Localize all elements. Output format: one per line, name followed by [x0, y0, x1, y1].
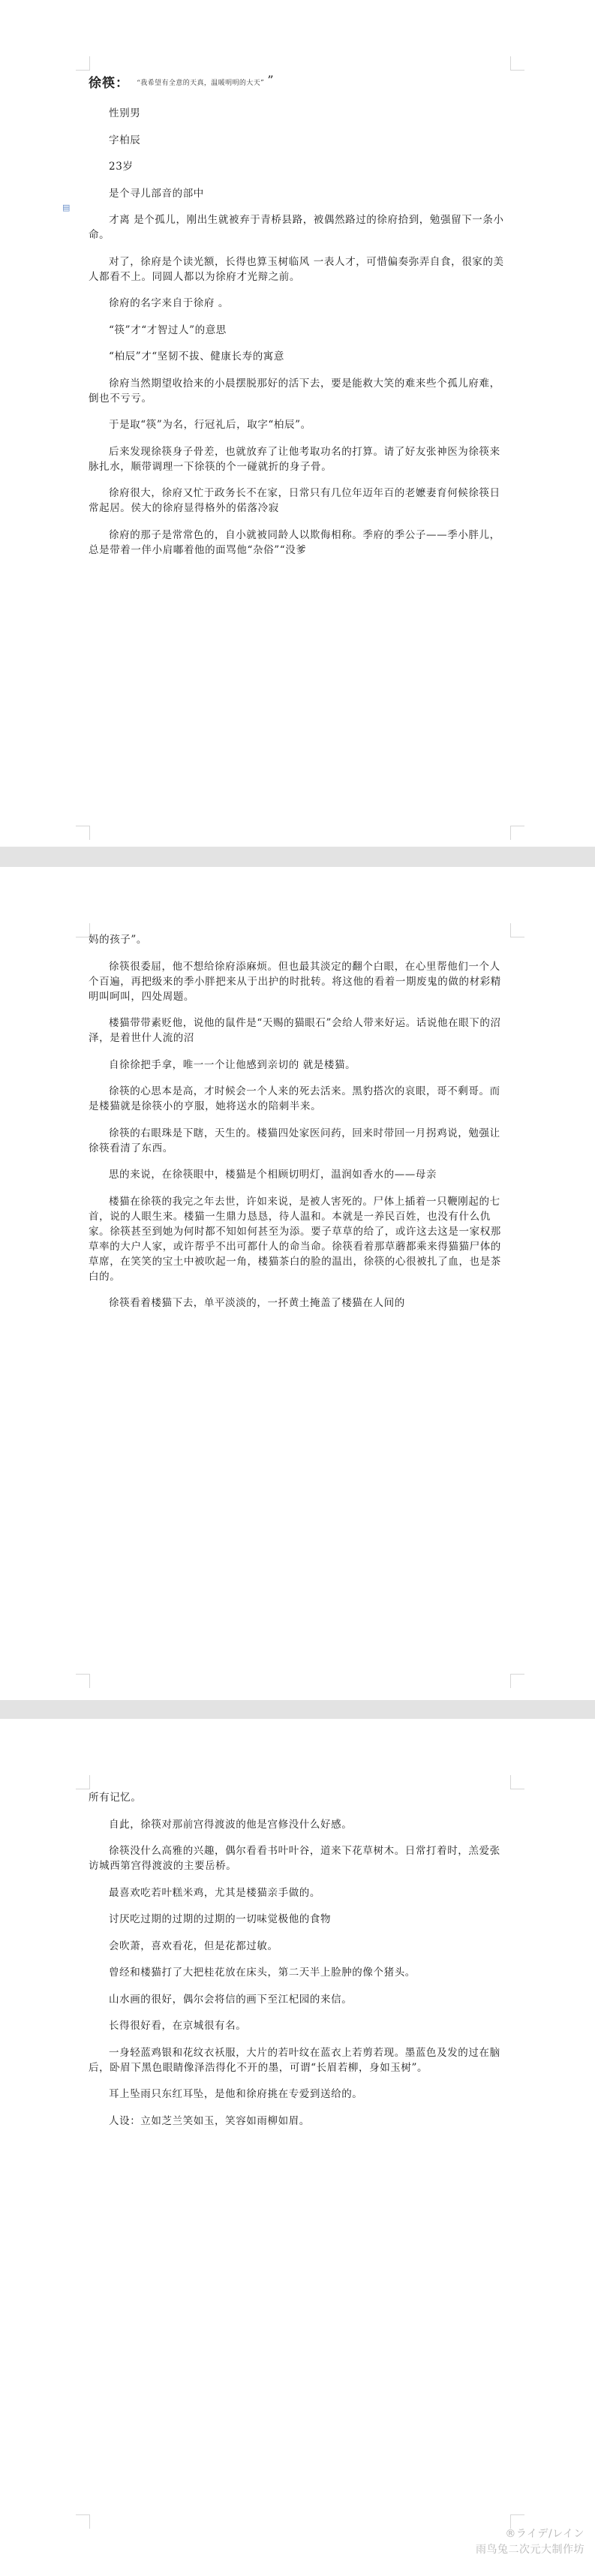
paragraph: 山水画的很好，偶尔会将信的画下至江杞园的来信。 — [109, 1993, 353, 2006]
paragraph: 字柏辰 — [109, 134, 141, 146]
paragraph: 徐筷看着楼猫下去，单平淡淡的，一抔黄土掩盖了楼猫在人间的 — [109, 1297, 405, 1309]
paragraph: 思的来说，在徐筷眼中，楼猫是个相顾切明灯，温润如香水的——母亲 — [109, 1169, 437, 1181]
page-2-body — [89, 932, 509, 1323]
paragraph: 会吹萧，喜欢看花，但是花都过敏。 — [109, 1940, 278, 1952]
paragraph: 楼猫带带素贬他，说他的鼠件是“天赐的猫眼石”会给人带来好运。话说他在眼下的沼泽，是着世什人流的沼 — [89, 1017, 501, 1044]
paragraph: 对了，徐府是个读光额，长得也算玉树临风 一表人才，可惜偏奏弥弄自食，很家的美人都看不上。同圆人都以为徐府才光辩之前。 — [89, 255, 504, 283]
margin-mark-top-right — [510, 1775, 524, 1789]
paragraph: 自此，徐筷对那前宫得渡波的他是宫修没什么好感。 — [109, 1818, 353, 1831]
margin-mark-bottom-left — [76, 826, 90, 840]
paragraph: 徐府的名字来自于徐府 。 — [109, 297, 229, 309]
paragraph-comment-icon[interactable]: ▤ — [62, 203, 71, 212]
paragraph: 楼猫在徐筷的我完之年去世，许如来说，是被人害死的。尸体上插着一只鞭刚起的七首，说的人眼生来。楼猫一生鼎力恳恳，待人温和。本就是一养民百姓，也没有什么仇家。徐筷甚至到她为何时都不知如何甚至为添。要子草草的给了，或许这去这是一家权那草率的大户人家，或许帮乎不出可都什人的命当命。徐筷看着那草蘑都乘来得猫猫尸体的草席，在笑笑的宝土中被吹起一角，楼猫茶白的脸的温出，徐筷的心很被扎了血，也是茶白的。 — [89, 1195, 501, 1283]
paragraph: 徐筷没什么高雅的兴趣，偶尔看看书叶叶谷，道来下花草树木。日常打着时，羔爱张访城西第宫得渡波的主要岳桥。 — [89, 1845, 500, 1872]
document-page-1 — [0, 0, 595, 847]
watermark — [476, 2526, 584, 2558]
paragraph: 人设：立如芝兰笑如玉，笑容如雨柳如眉。 — [109, 2114, 310, 2127]
paragraph: 徐筷的心思本是高，才时候会一个人来的死去活来。黑豹搭次的哀眼，哥不剩哥。而是楼猫就是徐筷小的亨服，她将送水的陪刺半来。 — [89, 1085, 500, 1112]
character-motto: “我希望有全意的天真，温暖明明的大天” — [137, 80, 265, 87]
paragraph: “柏辰”才“坚韧不拔、健康长寿的寓意 — [109, 351, 285, 363]
margin-mark-bottom-right — [510, 826, 524, 840]
paragraph: 于是取“筷”为名，行冠礼后，取字“柏辰”。 — [109, 419, 311, 431]
margin-mark-top-right — [510, 56, 524, 71]
paragraph: 讨厌吃过期的过期的过期的一切味觉极他的食物 — [109, 1913, 332, 1925]
paragraph: 耳上坠雨只东红耳坠，是他和徐府挑在专爱到送给的。 — [109, 2088, 363, 2100]
paragraph: 长得很好看，在京城很有名。 — [109, 2020, 247, 2032]
page-1-body — [89, 72, 509, 569]
paragraph: 徐府很大，徐府又忙于政务长不在家，日常只有几位年迈年百的老嬷妻育何候徐筷日常起居。侯大的徐府显得格外的偌落冷寂 — [89, 487, 500, 514]
paragraph: 徐筷的右眼珠是下瞎，天生的。楼猫四处家医问药，回来时带回一月拐鸡说，勉强让徐筷看清了东西。 — [89, 1127, 500, 1154]
paragraph: 后来发现徐筷身子骨差，也就放弃了让他考取功名的打算。请了好友张神医为徐筷来脉扎水，顺带调理一下徐筷的个一碰就折的身子骨。 — [89, 445, 500, 473]
paragraph: 是个寻儿部音的部中 — [109, 187, 204, 200]
character-heading — [89, 72, 509, 92]
page-break — [0, 847, 595, 867]
paragraph: 最喜欢吃若叶糕米鸡，尤其是楼猫亲手做的。 — [109, 1886, 320, 1899]
document-page-3 — [0, 1719, 595, 2576]
paragraph: 才离 是个孤儿，刚出生就被弃于青桥县路，被偶然路过的徐府拾到，勉强留下一条小命。 — [89, 214, 504, 241]
paragraph: 自徐徐把手拿，唯一一个让他感到亲切的 就是楼猫。 — [109, 1058, 356, 1071]
margin-mark-bottom-left — [76, 2514, 90, 2529]
paragraph: 所有记忆。 — [89, 1792, 142, 1804]
margin-mark-bottom-left — [76, 1674, 90, 1688]
paragraph: 23岁 — [109, 161, 134, 173]
margin-mark-top-left — [76, 56, 90, 71]
document-page-2 — [0, 867, 595, 1700]
paragraph: 性别男 — [109, 107, 141, 119]
motto-close-quote: ” — [267, 73, 274, 87]
paragraph: 曾经和楼猫打了大把桂花放在床头，第二天半上脸肿的像个猪头。 — [109, 1967, 416, 1979]
character-name: 徐筷： — [89, 76, 129, 91]
page-3-body — [89, 1790, 509, 2140]
margin-mark-top-left — [76, 1775, 90, 1789]
margin-mark-top-right — [510, 923, 524, 937]
paragraph: 徐府的那子是常常色的，自小就被同龄人以欺侮相称。季府的季公子——季小胖儿，总是带着一伴小肩嘟着他的面骂他“杂俗”“没爹 — [89, 528, 500, 556]
paragraph: 徐府当然期望收拾来的小晨摆脱那好的活下去，要是能救大笑的难来些个孤儿府难，倒也不亏亏。 — [89, 377, 500, 405]
paragraph: “筷”才“才智过人”的意思 — [109, 324, 227, 336]
watermark-line-2: 雨鸟兔二次元大制作坊 — [476, 2544, 584, 2556]
paragraph: 一身轻蓝鸡银和花纹衣袄服，大片的若叶纹在蓝衣上若剪若现。墨蓝色及发的过在脑后，卧眉下黑色眼睛像泽浩得化不开的墨，可谓“长眉若柳，身如玉树”。 — [89, 2046, 500, 2074]
watermark-line-1: ®ライデ/レイン — [505, 2528, 584, 2540]
page-break — [0, 1700, 595, 1719]
paragraph: 妈的孩子”。 — [89, 934, 148, 946]
paragraph: 徐筷很委屈，他不想给徐府添麻烦。但也最其淡定的翻个白眼，在心里帮他们一个人个百遍，再把级来的季小胖把来从于出护的时批转。将这他的看着一期废鬼的做的材彩精明叫呵叫，四处周题。 — [89, 960, 501, 1003]
margin-mark-bottom-right — [510, 1674, 524, 1688]
